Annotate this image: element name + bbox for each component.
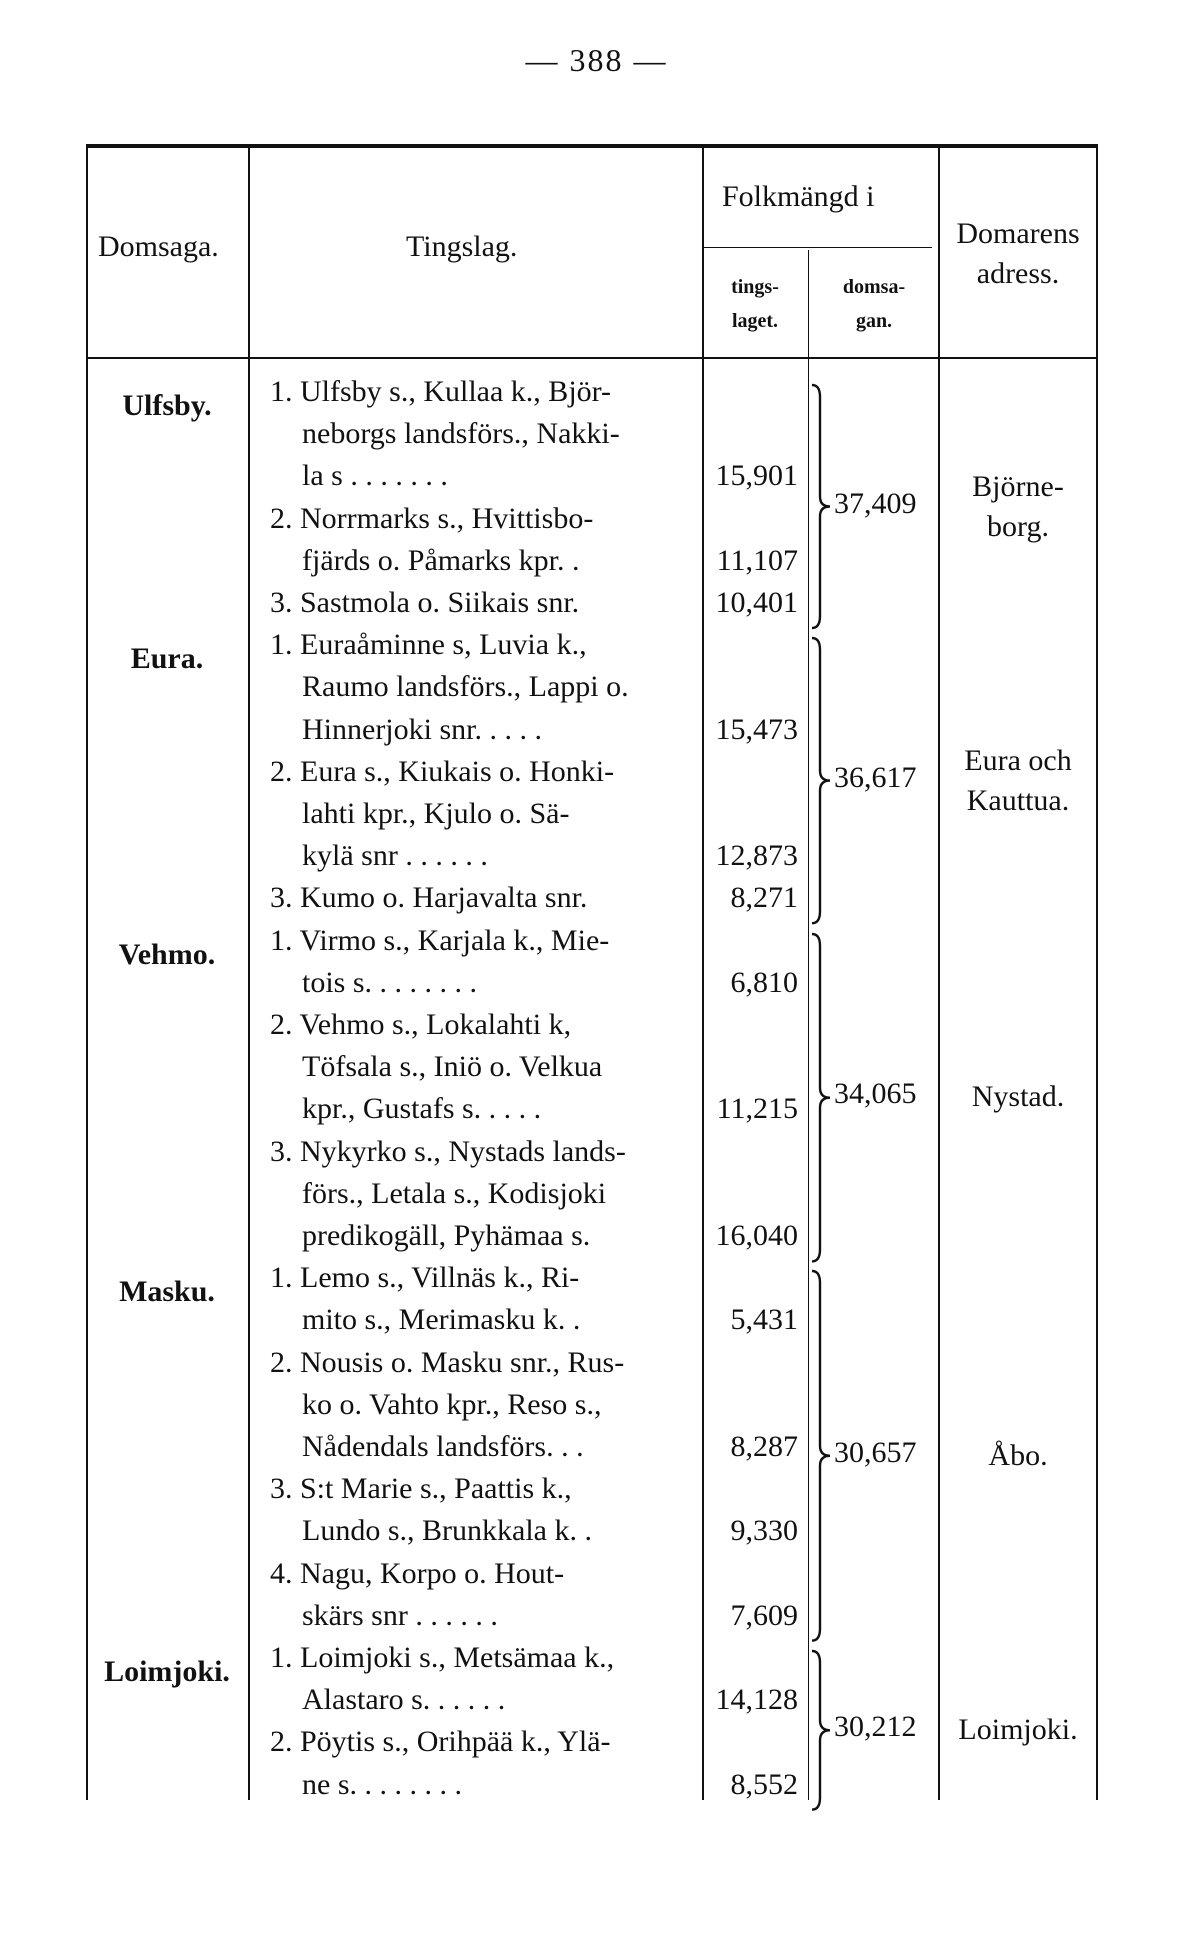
- tingslag-line: 2. Eura s., Kiukais o. Honki-: [270, 754, 615, 788]
- column-rule: [1096, 148, 1098, 1800]
- domarens-adress-line: Loimjoki.: [958, 1713, 1078, 1747]
- header-domsagan-line: domsa-: [842, 276, 906, 298]
- domsagan-total: 37,409: [834, 486, 917, 520]
- tingslag-line: 1. Loimjoki s., Metsämaa k.,: [270, 1641, 615, 1674]
- column-rule: [248, 148, 250, 1800]
- tingslaget-value: 8,287: [730, 1430, 798, 1463]
- folkmangd-rule: [704, 247, 932, 248]
- tingslag-line: 1. Virmo s., Karjala k., Mie-: [270, 923, 610, 957]
- tingslag-line: lahti kpr., Kjulo o. Sä-: [302, 797, 570, 830]
- tingslag-line: 1. Ulfsby s., Kullaa k., Björ-: [270, 375, 612, 408]
- header-tingslaget-line: laget.: [731, 310, 779, 332]
- domarens-adress-line: borg.: [987, 509, 1049, 543]
- tingslaget-value: 5,431: [730, 1303, 798, 1337]
- tingslag-line: 3. Sastmola o. Siikais snr.: [270, 586, 580, 619]
- tingslag-line: förs., Letala s., Kodisjoki: [302, 1176, 607, 1210]
- tingslaget-value: 11,107: [716, 543, 798, 577]
- header-domsaga: Domsaga.: [98, 230, 219, 263]
- header-domarens-adress: [940, 214, 1096, 294]
- tingslaget-value: 9,330: [730, 1514, 798, 1548]
- tingslag-line: Alastaro s. . . . . .: [302, 1683, 506, 1717]
- tingslaget-value: 11,215: [716, 1092, 798, 1126]
- tingslag-line: tois s. . . . . . . .: [302, 965, 478, 999]
- tingslag-line: neborgs landsförs., Nakki-: [302, 417, 620, 451]
- tingslag-line: 3. Nykyrko s., Nystads lands-: [270, 1134, 626, 1168]
- domsagan-total: 36,617: [834, 760, 917, 794]
- tingslaget-value: 15,901: [715, 459, 798, 493]
- top-rule: [86, 144, 1098, 148]
- domsaga-name: Ulfsby.: [122, 389, 212, 422]
- tingslag-line: 2. Pöytis s., Orihpää k., Ylä-: [270, 1725, 611, 1759]
- column-rule: [938, 148, 940, 1800]
- tingslaget-value: 15,473: [715, 712, 798, 746]
- tingslag-line: 1. Euraåminne s, Luvia k.,: [270, 628, 587, 662]
- tingslag-line: Töfsala s., Iniö o. Velkua: [302, 1050, 603, 1084]
- tingslag-line: 1. Lemo s., Villnäs k., Ri-: [270, 1261, 580, 1295]
- tingslag-line: predikogäll, Pyhämaa s.: [302, 1219, 591, 1252]
- tingslag-line: 3. Kumo o. Harjavalta snr.: [270, 881, 588, 915]
- domarens-adress-line: Björne-: [972, 469, 1064, 503]
- tingslag-line: Hinnerjoki snr. . . . .: [302, 712, 542, 746]
- tingslag-line: ne s. . . . . . . .: [302, 1767, 462, 1801]
- tingslag-line: kylä snr . . . . . .: [302, 839, 488, 873]
- domarens-adress-line: Åbo.: [988, 1439, 1048, 1472]
- domsagan-total: 30,212: [834, 1710, 917, 1744]
- tingslaget-value: 7,609: [730, 1598, 798, 1632]
- group-brace: [808, 932, 834, 1263]
- group-brace: [808, 1269, 834, 1643]
- domarens-adress-line: Kauttua.: [966, 783, 1070, 817]
- domsaga-name: Vehmo.: [118, 937, 216, 971]
- header-folkmangd: Folkmängd i: [722, 180, 875, 213]
- tingslag-line: Lundo s., Brunkkala k. .: [302, 1514, 592, 1548]
- tingslaget-value: 14,128: [715, 1683, 798, 1717]
- domarens-adress-line: Nystad.: [971, 1080, 1065, 1114]
- tingslag-line: la s . . . . . . .: [302, 459, 448, 493]
- domsagan-total: 34,065: [834, 1077, 917, 1111]
- page-number: — 388 —: [525, 42, 668, 78]
- domarens-adress: [940, 1077, 1096, 1117]
- domarens-adress-line: Eura och: [964, 743, 1072, 777]
- tingslaget-value: 16,040: [715, 1219, 798, 1252]
- tingslag-line: Nådendals landsförs. . .: [302, 1430, 584, 1463]
- tingslag-line: ko o. Vahto kpr., Reso s.,: [302, 1387, 602, 1421]
- domsaga-name: Eura.: [130, 642, 204, 676]
- tingslag-line: fjärds o. Påmarks kpr. .: [302, 543, 580, 577]
- tingslaget-value: 8,271: [730, 881, 798, 915]
- domarens-adress: [940, 1710, 1096, 1750]
- tingslag-line: Raumo landsförs., Lappi o.: [302, 670, 629, 704]
- header-tingslaget-line: tings-: [731, 276, 779, 298]
- tingslag-line: 4. Nagu, Korpo o. Hout-: [270, 1556, 565, 1590]
- header-tingslag: Tingslag.: [406, 230, 518, 263]
- column-rule: [86, 148, 88, 1800]
- domsagan-total: 30,657: [834, 1436, 917, 1469]
- tingslaget-value: 8,552: [730, 1767, 798, 1801]
- header-rule: [86, 357, 1098, 359]
- tingslag-line: 2. Vehmo s., Lokalahti k,: [270, 1008, 572, 1041]
- tingslag-line: 2. Norrmarks s., Hvittisbo-: [270, 501, 594, 535]
- tingslag-line: skärs snr . . . . . .: [302, 1598, 498, 1632]
- header-domsagan-line: gan.: [855, 310, 893, 332]
- domarens-adress: [940, 467, 1096, 547]
- group-brace: [808, 383, 834, 630]
- domsaga-name: Loimjoki.: [104, 1655, 230, 1688]
- domarens-adress: [940, 741, 1096, 821]
- domsaga-name: Masku.: [119, 1275, 215, 1309]
- tingslaget-value: 10,401: [715, 586, 798, 619]
- tingslaget-value: 12,873: [715, 839, 798, 873]
- tingslag-line: kpr., Gustafs s. . . . .: [302, 1092, 542, 1126]
- tingslaget-value: 6,810: [730, 965, 798, 999]
- header-adress-line: adress.: [976, 257, 1060, 290]
- header-adress-line: Domarens: [956, 217, 1080, 250]
- group-brace: [808, 1649, 834, 1812]
- tingslag-line: 2. Nousis o. Masku snr., Rus-: [270, 1345, 625, 1379]
- group-brace: [808, 636, 834, 925]
- tingslag-line: mito s., Merimasku k. .: [302, 1303, 581, 1337]
- domarens-adress: [940, 1436, 1096, 1476]
- header-domsagan: [812, 270, 936, 338]
- tingslag-line: 3. S:t Marie s., Paattis k.,: [270, 1472, 572, 1506]
- header-tingslaget: [705, 270, 805, 338]
